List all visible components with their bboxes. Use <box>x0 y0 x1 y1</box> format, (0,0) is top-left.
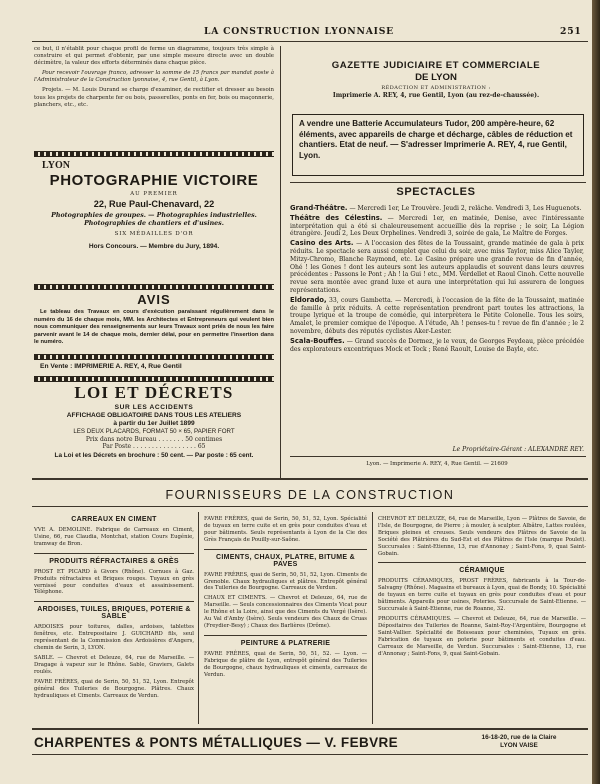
spectacle-name: Eldorado, <box>290 295 327 304</box>
supplier-entry: PRODUITS CÉRAMIQUES. — Chevrot et Deleuze, 64, rue de Marseille. — Dépositaires des Tuileries de Roanne, Saint-Roy-l'Argentière, Bourgogne et Saint-Vallier. Spécialité de Boisseaux pour cheminées, Tuyaux en grès. Fabrication de tuyaux en poterie pour bâtiments et conduites d'eau. Carreaux de Marseille, de Verdun. Succursales : Saint-Etienne, 13, rue d'Annonay ; Saint-Fons, 9, quai Saint-Gobain. <box>378 615 586 657</box>
decrets-price-1-label: Prix dans notre Bureau . . . . . . . <box>85 436 184 443</box>
column-divider <box>198 512 199 724</box>
photo-city: LYON <box>42 160 70 171</box>
spectacle-text: — Grand succès de Dormez, je le veux, de Georges Feydeau, pièce précédée des explorateurs excentriques Mock et Tock ; René Raoult, Louise de Bayle, etc. <box>290 337 585 353</box>
bottom-address-line1: 16-18-20, rue de la Claire <box>481 734 557 741</box>
fournisseurs-column-3 <box>378 516 586 660</box>
supplier-entry: ARDOISES pour toitures, dalles, ardoises, tablettes fenêtres, etc. Entrepositaire J. GUICHARD fils, seul représentant de la Commission des Ardoisières d'Angers, chemin de Serin, 3, LYON. <box>34 624 194 652</box>
fournisseurs-title: FOURNISSEURS DE LA CONSTRUCTION <box>165 488 455 502</box>
page-number: 251 <box>560 26 582 37</box>
gazette-address: Imprimerie A. REY, 4, rue Gentil, Lyon (au rez-de-chaussée). <box>332 92 540 99</box>
category-heading: CÉRAMIQUE <box>378 562 586 574</box>
spectacle-item <box>290 205 584 213</box>
photo-advertisement <box>34 160 274 250</box>
gazette-title: GAZETTE JUDICIAIRE ET COMMERCIALE <box>331 60 541 71</box>
photo-line2: Photographies de chantiers et d'usines. <box>84 220 224 227</box>
gerant-rule <box>290 456 586 457</box>
decrets-sub1: SUR LES ACCIDENTS <box>114 404 194 411</box>
gazette-city: DE LYON <box>415 72 457 83</box>
decrets-title: LOI ET DÉCRETS <box>74 383 234 402</box>
supplier-entry: PROST ET PICARD à Givors (Rhône). Cornues à Gaz. Produits réfractaires et Briques rouges. Tuyaux en grès vernissé pour conduites d'eaux et assainissement. Téléphone. <box>34 568 194 596</box>
spectacle-item <box>290 215 584 238</box>
decrets-price-2 <box>34 443 274 450</box>
battery-ad-text: A vendre une Batterie Accumulateurs Tudor, 200 ampère-heure, 62 éléments, avec appareils de charge et décharge, câbles de réduction et chantiers. Etat de neuf. — S'adresser Imprimerie A. REY, 4, rue Gentil, Lyon. <box>299 119 573 160</box>
spectacle-text: — Mercredi 1er, en matinée, Denise, avec l'intéressante interprétation qui a été si chaleureusement accueillie dès la reprise ; le soir, La Légion étrangère. Jeudi 2, Les Deux Orphelines. Vendredi 3, soirée de gala, Le Maître de Forges. <box>290 214 585 238</box>
category-heading: CIMENTS, CHAUX, PLATRE, BITUME & PAVES <box>204 549 367 568</box>
supplier-entry: FAVRE FRÈRES, quai de Serin, 50, 51, 52, Lyon. Spécialité de tuyaux en terre cuite et en grès pour conduites d'eau et pour bâtiments. Seuls représentants à Lyon de la Cie des Grès Français de Pouilly-sur-Saône. <box>204 516 367 543</box>
supplier-entry: FAVRE FRÈRES, quai de Serin, 50, 51, 52, Lyon. Entrepôt général des Tuileries de Bourgogne. Plâtres. Chaux hydrauliques et Ciments. Carreaux de Verdun. <box>34 678 194 699</box>
page-binding-edge <box>592 0 600 784</box>
ornament-border <box>34 151 274 157</box>
bottom-rule <box>32 754 588 755</box>
spectacles-title: SPECTACLES <box>396 186 476 198</box>
order-paragraph: Pour recevoir l'ouvrage franco, adresser la somme de 15 francs par mandat poste à l'Administrateur de la Construction lyonnaise, 4, rue Gentil, à Lyon. <box>34 70 274 84</box>
photo-award: Hors Concours. — Membre du Jury, 1894. <box>88 243 220 250</box>
ornament-border <box>34 284 274 290</box>
photo-medals: SIX MÉDAILLES D'OR <box>114 231 194 237</box>
spectacle-name: Scala-Bouffes. <box>290 336 345 345</box>
fournisseurs-rule <box>32 506 588 507</box>
section-rule-top <box>32 478 588 480</box>
spectacles-rule <box>290 182 586 183</box>
decrets-footer: La Loi et les Décrets en brochure : 50 cent. — Par poste : 65 cent. <box>54 452 254 459</box>
avis-text: Le tableau des Travaux en cours d'exécution paraissant régulièrement dans le numéro du 16 de chaque mois, MM. les Architectes et Entrepreneurs qui veulent bien nous communiquer des renseignements sur leurs Travaux sont priés de nous les faire parvenir avant le 14 de chaque mois, dernier délai, pour en permettre l'insertion dans le numéro. <box>34 309 274 346</box>
decrets-price-1-value: 50 centimes <box>185 436 223 443</box>
decrets-advertisement <box>34 384 274 459</box>
supplier-entry: SABLE. — Chevrot et Deleuze, 64, rue de Marseille. — Dragage à vapeur sur le Rhône. Sable, Graviers, Galets roulés. <box>34 654 194 675</box>
supplier-entry: PRODUITS CÉRAMIQUES, PROST FRÈRES, fabricants à la Tour-de-Salvagny (Rhône). Magasins et bureaux à Lyon, quai de Bondy, 10. Spécialité de tuyaux en terre cuite et tuyaux en grès pour conduites d'eau et pour bâtiments. Appareils pour usines, Poteries. Succursale de Saint-Etienne. — Succursale à Saint-Etienne, rue de Roanne, 32. <box>378 578 586 613</box>
spectacle-text: 33, cours Gambetta. — Mercredi, à l'occasion de la fête de la Toussaint, matinée de famille à prix réduits. A cette représentation prendront part toutes les attractions, la troupe lyrique et la troupe de comédie, qui interprètera le Petite Colonelle. Tous les soirs, Amalet, le premier comique de l'époque. A l'étude, Ah ! penses-tu ! revue de fin d'année ; le 2 novembre, débuts des réputés cyclistes Aker-Lester. <box>290 296 585 335</box>
decrets-price-2-label: Par Poste . . . . . . . . . . . . . . . . . <box>102 443 196 450</box>
spectacles-list <box>290 205 584 355</box>
spectacle-name: Théâtre des Célestins. <box>290 213 383 222</box>
photo-line1: Photographies de groupes. — Photographies industrielles. <box>51 212 257 219</box>
supplier-entry: CHAUX ET CIMENTS. — Chevrot et Deleuze, 64, rue de Marseille. — Seuls concessionnaires des Ciments Vicat pour le Rhône et la Loire, ainsi que des Ciments du Vergé (Isère). Au Val d'Amby (Isère). Seuls vendeurs des Chaux de Cruas (Freydier-Besy) ; Chaux des Barlières (Drôme). <box>204 595 367 629</box>
spectacle-text: — A l'occasion des fêtes de la Toussaint, grande matinée de gala à prix réduits. Le spectacle sera aussi complet que celui du soir, avec miss Taylor, miss Alice Tayler, Mitzy-Chromo, Blanche Raymond, etc. Le Casino prépare une grande revue de fin d'année, Ohé ! les Gones ! dont les auteurs sont les auteurs applaudis et souvent dans leurs œuvres précédentes : Passons le Pont ; Ah ! la Gui ! etc., MM. Verdellet et Raoul Cinoh. Cette nouvelle revue sera montée avec grand luxe et aura une interprétation qui lui assurera de longues représentations. <box>290 240 584 294</box>
category-heading: ARDOISES, TUILES, BRIQUES, POTERIE & SABLE <box>34 601 194 620</box>
projects-paragraph: Projets. — M. Louis Durand se charge d'examiner, de rectifier et dresser au besoin tous les projets de charpente fer ou bois, passerelles, ponts en fer, bois ou maçonnerie, planchers, etc., etc. <box>34 87 274 108</box>
gerant-text: Le Propriétaire-Gérant : ALEXANDRE REY. <box>452 446 584 453</box>
decrets-sub4: LES DEUX PLACARDS, FORMAT 50 × 65, PAPIER FORT <box>73 428 235 435</box>
fournisseurs-column-2 <box>204 516 367 682</box>
photo-floor: AU PREMIER <box>130 191 178 197</box>
category-heading: CARREAUX EN CIMENT <box>71 516 157 523</box>
gazette-header <box>286 60 586 99</box>
spectacle-text: — Mercredi 1er, Le Trouvère. Jeudi 2, relâche. Vendredi 3, Les Huguenots. <box>349 205 582 212</box>
ornament-border <box>34 354 274 360</box>
fournisseurs-column-1 <box>34 516 194 702</box>
spectacle-name: Casino des Arts. <box>290 239 354 248</box>
avis-notice <box>34 292 274 347</box>
photo-name: PHOTOGRAPHIE VICTOIRE <box>49 172 259 189</box>
column-divider <box>280 46 281 480</box>
decrets-price-1 <box>34 436 274 443</box>
supplier-entry: FAVRE FRÈRES, quai de Serin, 50, 51, 52, Lyon. Ciments de Grenoble. Chaux hydrauliques et plâtres. Entrepôt général des Tuileries de Bourgogne. Carreaux de Verdun. <box>204 571 367 592</box>
column-divider <box>372 512 373 724</box>
bottom-banner: CHARPENTES & PONTS MÉTALLIQUES — V. FEBVRE <box>34 735 399 750</box>
decrets-sub2: AFFICHAGE OBLIGATOIRE DANS TOUS LES ATELIERS <box>66 412 242 419</box>
spectacle-item <box>290 338 584 354</box>
photo-address: 22, Rue Paul-Chenavard, 22 <box>93 199 215 209</box>
gerant-line <box>290 446 584 453</box>
supplier-entry: FAVRE FRÈRES, quai de Serin, 50, 51, 52. — Lyon. — Fabrique de plâtre de Lyon, entrepôt général des Tuileries de Bourgogne, chaux hydrauliques et ciments, carreaux de Verdun. <box>204 650 367 678</box>
decrets-price-2-value: 65 <box>197 443 206 450</box>
battery-ad-box <box>292 114 584 176</box>
spectacle-item <box>290 240 584 295</box>
bottom-address-line2: LYON VAISE <box>500 742 538 749</box>
vente-line: En Vente : IMPRIMERIE A. REY, 4, Rue Gentil <box>40 363 182 370</box>
decrets-sub3: à partir du 1er Juillet 1899 <box>113 420 195 427</box>
spectacle-name: Grand-Théâtre. <box>290 204 348 212</box>
category-heading: PEINTURE & PLATRERIE <box>204 635 367 647</box>
category-heading: PRODUITS RÉFRACTAIRES & GRÈS <box>34 553 194 565</box>
ornament-border <box>34 376 274 382</box>
bottom-rule-top <box>32 728 588 730</box>
left-column-text <box>34 46 274 109</box>
supplier-entry: VVE A. DEMOLINE. Fabrique de Carreaux en Ciment, Usine, 66, rue Claudia, Montchat, station Cours Eugénie, tramway de Bron. <box>34 527 194 547</box>
gazette-sub: RÉDACTION ET ADMINISTRATION : <box>381 85 491 91</box>
spectacle-item <box>290 297 584 336</box>
supplier-entry: CHEVROT ET DELEUZE, 64, rue de Marseille, Lyon — Plâtres de Savoie, de l'Isle, de Bourgogne, de Pierre ; à mouler, à sculpter. Albâtre, Lattes roulées, Briques pleines et creuses. Seuls vendeurs des Plâtres de Savoie de la Société des Plâtrières du Sud-Est et des Plâtres de l'Isle (marque Poulet). Succursales : Saint-Etienne, 13, rue d'Annonay ; Saint-Fons, 9, quai Saint-Gobain. <box>378 516 586 557</box>
header-title: LA CONSTRUCTION LYONNAISE <box>204 26 394 37</box>
imprimerie-line: Lyon. — Imprimerie A. REY, 4, Rue Gentil. — 21609 <box>366 461 508 467</box>
avis-title: AVIS <box>137 292 171 307</box>
article-paragraph: ce but, il n'établit pour chaque profil de ferme un diagramme, toujours très simple à construire et qui permet d'obtenir, par une simple mesure directe avec un double décimètre, la valeur des efforts déterminés dans chaque pièce. <box>34 46 274 67</box>
bottom-address <box>452 734 586 750</box>
header-rule <box>32 41 588 42</box>
